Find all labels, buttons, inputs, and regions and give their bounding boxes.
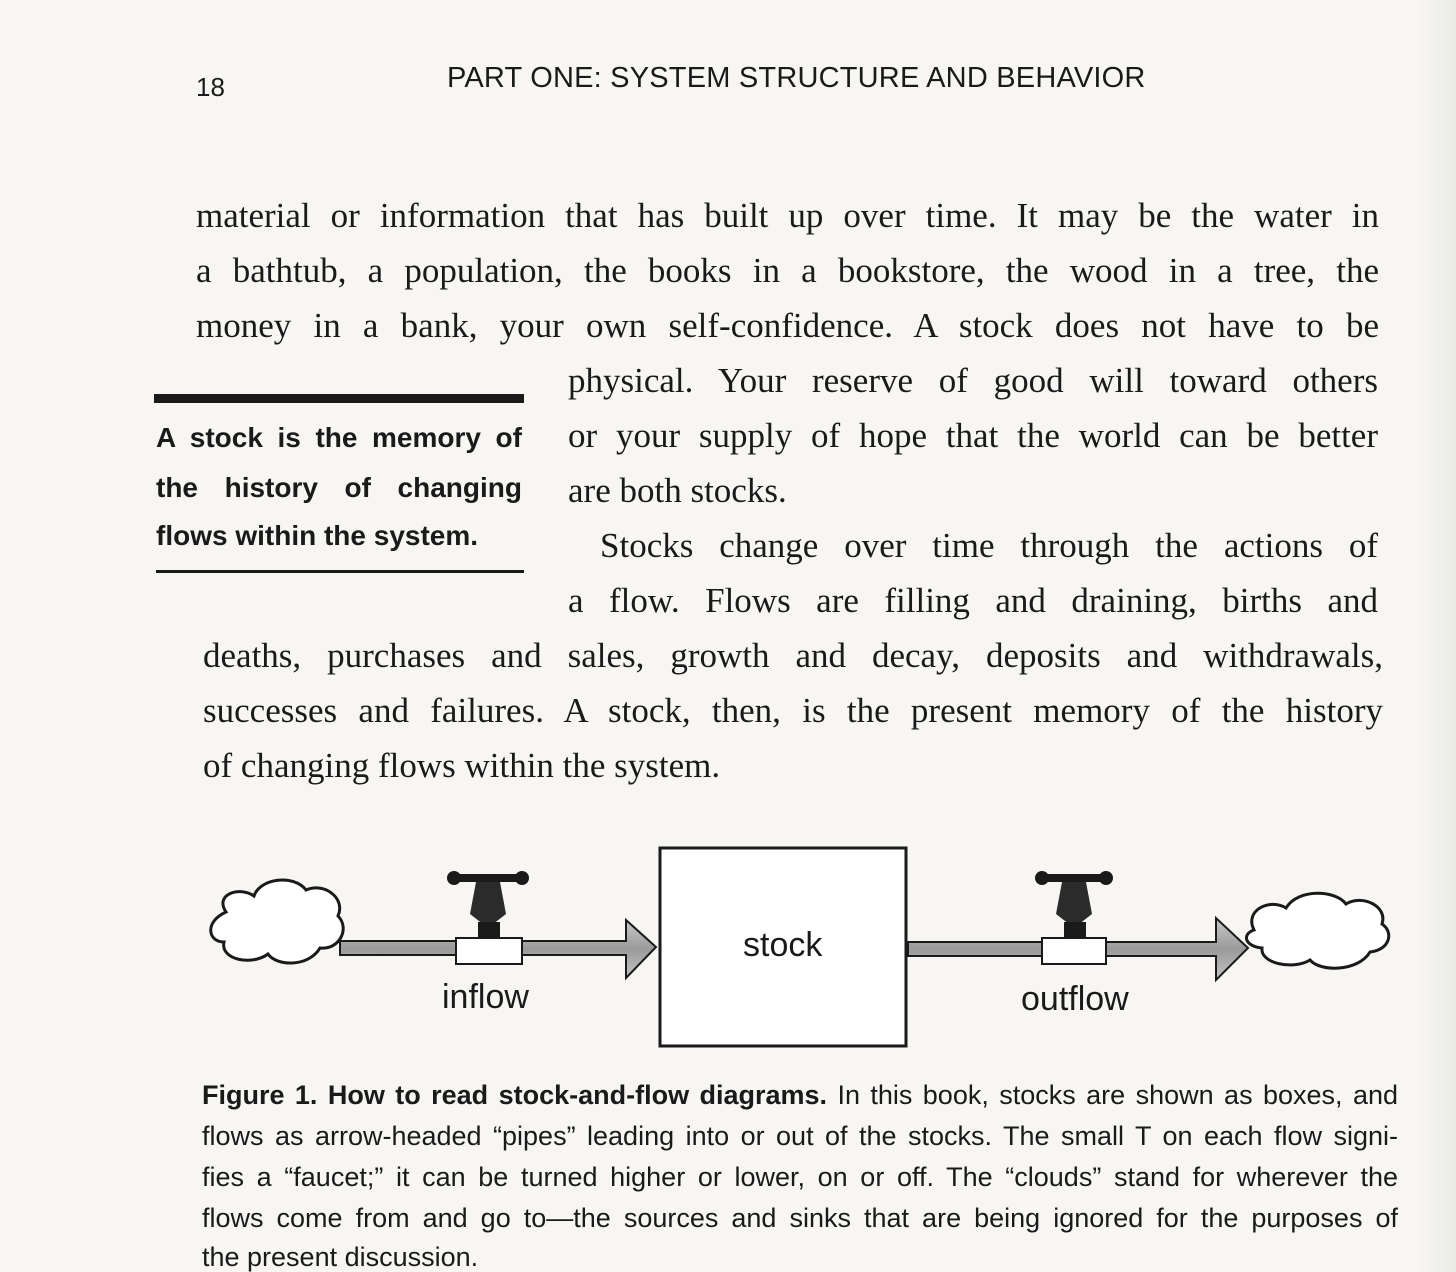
stock-flow-diagram [190,838,1410,1060]
pullquote-line: the history of changing [156,472,522,503]
body-line: physical. Your reserve of good will toward others [568,361,1378,400]
stock-label: stock [743,926,823,964]
figure-caption-line: flows as arrow-headed “pipes” leading into or out of the stocks. The small T on each flow signi- [202,1121,1398,1151]
body-line: Stocks change over time through the actions of [600,526,1378,565]
figure-caption-line: fies a “faucet;” it can be turned higher or lower, on or off. The “clouds” stand for wherever the [202,1162,1398,1192]
body-line: of changing flows within the system. [203,746,721,785]
pullquote-line: A stock is the memory of [156,422,522,453]
figure-caption-text: In this book, stocks are shown as boxes, and [827,1080,1398,1110]
running-head: PART ONE: SYSTEM STRUCTURE AND BEHAVIOR [447,62,1146,94]
faucet-icon [1035,871,1113,964]
pullquote-rule-bottom [156,570,524,573]
outflow-label: outflow [1021,980,1129,1018]
body-line: are both stocks. [568,471,787,510]
page-number: 18 [196,72,225,102]
page-edge-shadow [1416,0,1456,1272]
figure-caption-line: the present discussion. [202,1242,479,1272]
body-line: material or information that has built up over time. It may be the water in [196,196,1379,235]
body-line: a flow. Flows are filling and draining, births and [568,581,1378,620]
pullquote-rule-top [154,394,524,403]
body-line: successes and failures. A stock, then, is the present memory of the history [203,691,1383,730]
pullquote-line: flows within the system. [156,520,479,551]
inflow-label: inflow [442,978,529,1016]
cloud-icon [1246,893,1388,968]
figure-caption-line [202,1082,1398,1109]
body-line: money in a bank, your own self-confidence. A stock does not have to be [196,306,1379,345]
body-line: deaths, purchases and sales, growth and decay, deposits and withdrawals, [203,636,1383,675]
body-line: or your supply of hope that the world can be better [568,416,1378,455]
faucet-icon [447,871,529,964]
cloud-icon [211,880,343,963]
figure-caption-title: Figure 1. How to read stock-and-flow diagrams. [202,1080,828,1110]
figure-caption-line: flows come from and go to—the sources and sinks that are being ignored for the purposes of [202,1203,1398,1233]
body-line: a bathtub, a population, the books in a bookstore, the wood in a tree, the [196,251,1379,290]
